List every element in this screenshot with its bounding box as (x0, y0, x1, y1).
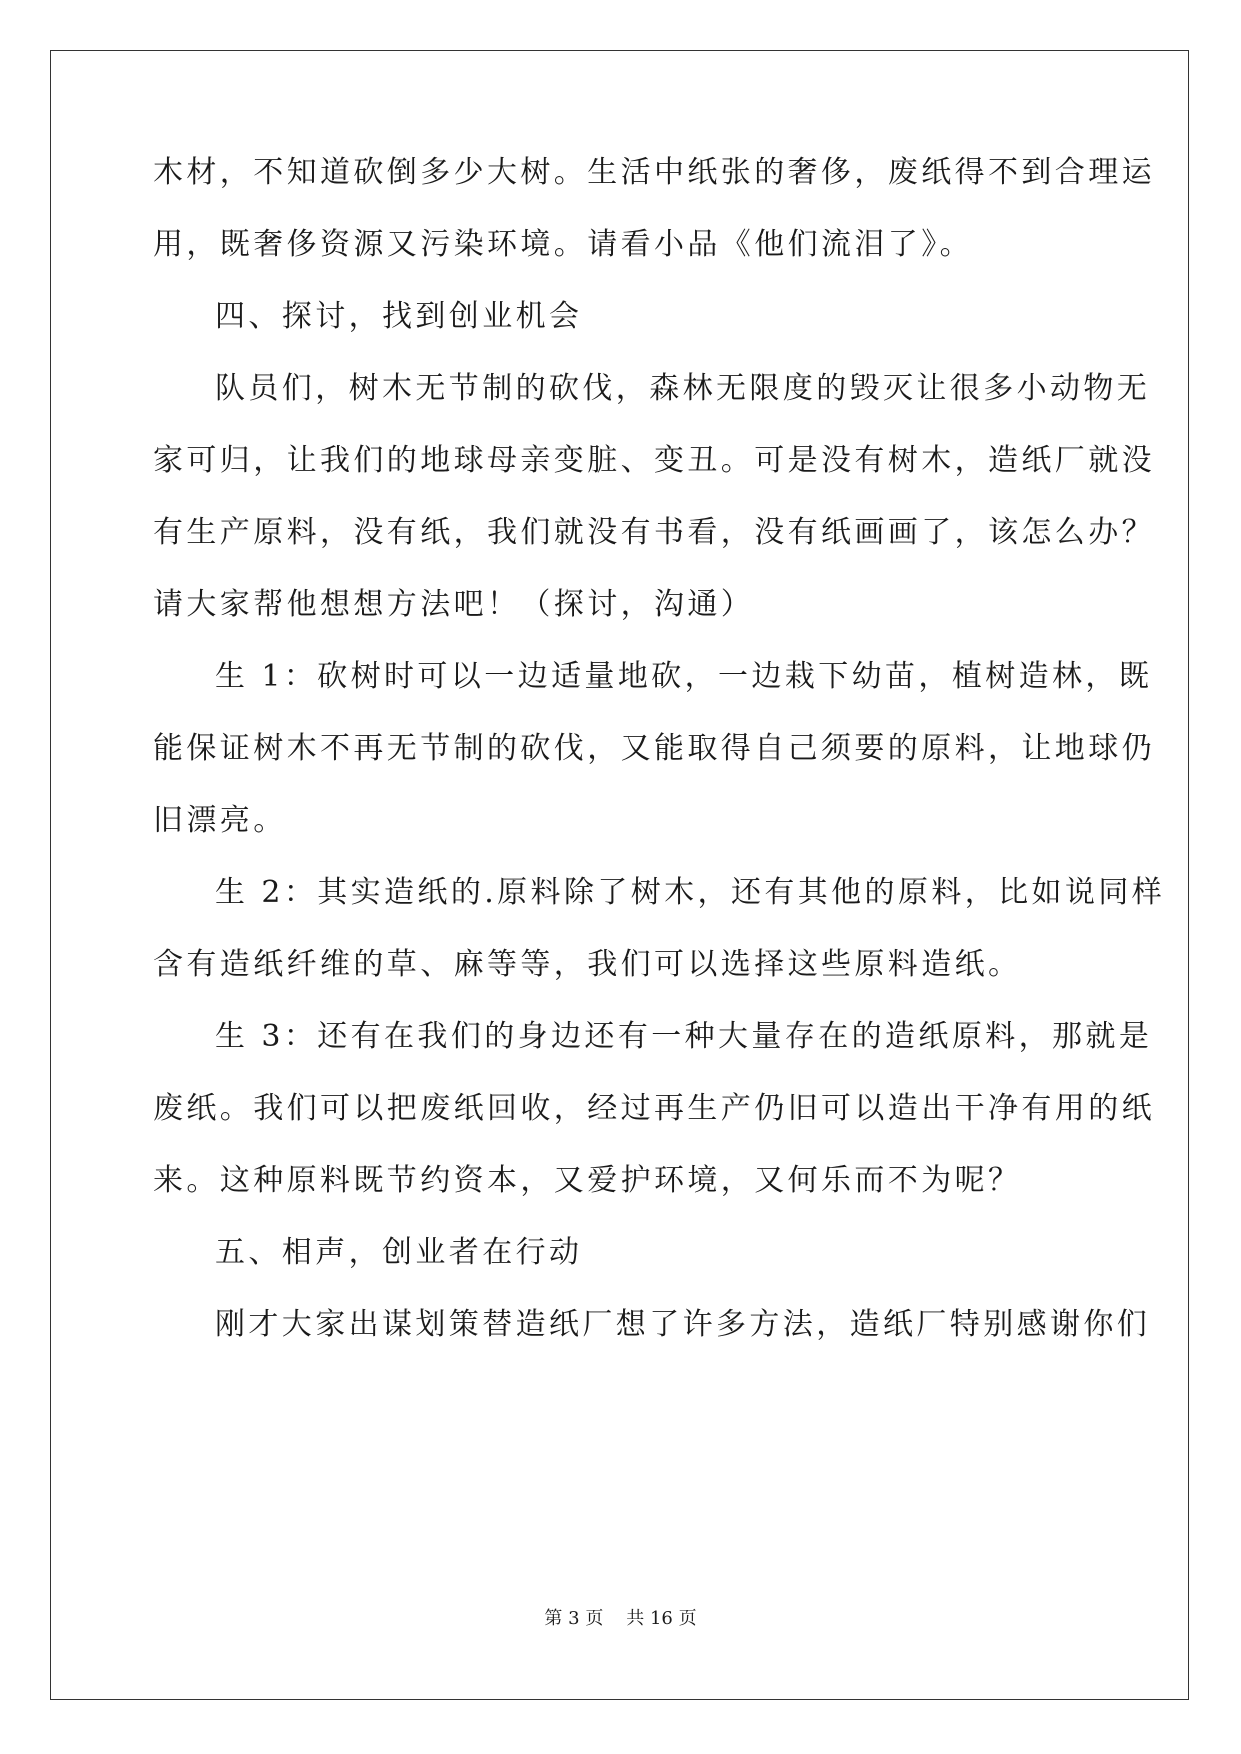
text-line: 废纸。我们可以把废纸回收，经过再生产仍旧可以造出干净有用的纸 (153, 1091, 1155, 1126)
text-line: 含有造纸纤维的草、麻等等，我们可以选择这些原料造纸。 (153, 947, 1022, 982)
text-line: 生 2：其实造纸的.原料除了树木，还有其他的原料，比如说同样 (215, 875, 1166, 910)
page-total: 共 16 页 (626, 1608, 697, 1629)
text-line: 来。这种原料既节约资本，又爱护环境，又何乐而不为呢？ (153, 1163, 1022, 1198)
footer-spacer (603, 1608, 626, 1629)
text-line: 有生产原料，没有纸，我们就没有书看，没有纸画画了，该怎么办？ (153, 515, 1155, 550)
text-line: 刚才大家出谋划策替造纸厂想了许多方法，造纸厂特别感谢你们 (215, 1307, 1151, 1342)
text-line: 家可归，让我们的地球母亲变脏、变丑。可是没有树木，造纸厂就没 (153, 443, 1155, 478)
text-line: 请大家帮他想想方法吧！（探讨，沟通） (153, 587, 755, 622)
text-line: 用，既奢侈资源又污染环境。请看小品《他们流泪了》。 (153, 227, 973, 262)
page-number: 第 3 页 (544, 1608, 604, 1629)
text-line: 木材，不知道砍倒多少大树。生活中纸张的奢侈，废纸得不到合理运 (153, 155, 1155, 190)
text-line: 能保证树木不再无节制的砍伐，又能取得自己须要的原料，让地球仍 (153, 731, 1155, 766)
text-line: 生 3：还有在我们的身边还有一种大量存在的造纸原料，那就是 (215, 1019, 1153, 1054)
section-heading: 四、探讨，找到创业机会 (215, 299, 583, 334)
text-line: 生 1：砍树时可以一边适量地砍，一边栽下幼苗，植树造林，既 (215, 659, 1153, 694)
page-footer (0, 1607, 1241, 1631)
text-line: 队员们，树木无节制的砍伐，森林无限度的毁灭让很多小动物无 (215, 371, 1151, 406)
text-line: 旧漂亮。 (153, 803, 287, 838)
section-heading: 五、相声，创业者在行动 (215, 1235, 583, 1270)
